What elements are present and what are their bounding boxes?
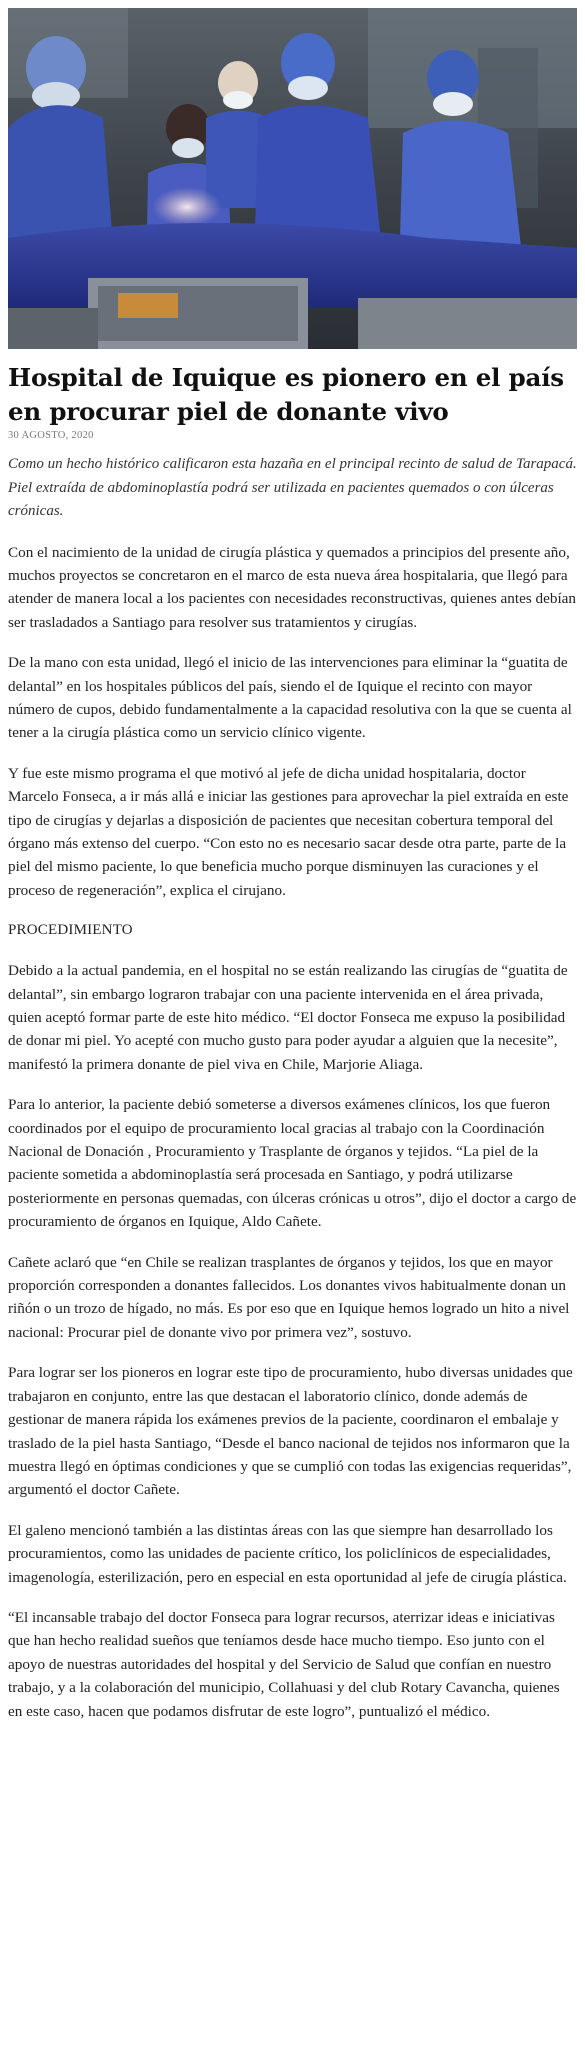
paragraph: Para lograr ser los pioneros en lograr este tipo de procuramiento, hubo diversas unidades que trabajaron en conjunto, entre las que destacan el laboratorio clínico, donde además de gestionar de manera rápida los exámenes previos de la paciente, coordinaron el embalaje y traslado de la piel hasta Santiago, “Desde el banco nacional de tejidos nos informaron que la muestra llegó en óptimas condiciones y que se cumplió con todas las exigencias requeridas”, argumentó el doctor Cañete. (8, 1364, 573, 1499)
article-lead: Como un hecho histórico calificaron esta hazaña en el principal recinto de salud de Tarapacá. Piel extraída de abdominoplastía podrá ser utilizada en pacientes quemados o con úlceras crónicas. (8, 456, 577, 519)
paragraph: De la mano con esta unidad, llegó el inicio de las intervenciones para eliminar la “guatita de delantal” en los hospitales públicos del país, siendo el de Iquique el recinto con mayor número de cupos, debido fundamentalmente a la capacidad resolutiva con la que se cuenta al tener a la cirugía plástica como un servicio clínico vigente. (8, 654, 572, 742)
paragraph: Y fue este mismo programa el que motivó al jefe de dicha unidad hospitalaria, doctor Marcelo Fonseca, a ir más allá e iniciar las gestiones para aprovechar la piel extraída en este tipo de cirugías y dejarlas a disposición de pacientes que necesitan cobertura temporal del órgano más extenso del cuerpo. “Con esto no es necesario sacar desde otra parte, parte de la piel del mismo paciente, lo que beneficia mucho porque disminuyen las curaciones y el proceso de regeneración”, explica el cirujano. (8, 764, 569, 899)
surgery-photo (8, 8, 577, 349)
paragraph: “El incansable trabajo del doctor Fonseca para lograr recursos, aterrizar ideas e iniciativas que han hecho realidad sueños que teníamos desde hace mucho tiempo. Eso junto con el apoyo de nuestras autoridades del hospital y del Servicio de Salud que confían en nuestro trabajo, y a la colaboración del municipio, Collahuasi y del club Rotary Cavancha, quienes en este caso, hacen que podamos disfrutar de este logro”, puntualizó el médico. (8, 1608, 560, 1720)
article-container (0, 8, 585, 1723)
paragraph: El galeno mencionó también a las distintas áreas con las que siempre han desarrollado los procuramientos, como las unidades de paciente crítico, los policlínicos de especialidades, imagenología, esterilización, pero en especial en esta oportunidad al jefe de cirugía plástica. (8, 1521, 567, 1586)
paragraph: Debido a la actual pandemia, en el hospital no se están realizando las cirugías de “guatita de delantal”, sin embargo lograron trabajar con una paciente intervenida en el área privada, quien aceptó formar parte de este hito médico. “El doctor Fonseca me expuso la posibilidad de donar mi piel. Yo acepté con mucho gusto para poder ayudar a alguien que la necesite”, manifestó la primera donante de piel viva en Chile, Marjorie Aliaga. (8, 962, 568, 1073)
article-hero-image (8, 8, 577, 349)
paragraph: Con el nacimiento de la unidad de cirugía plástica y quemados a principios del presente año, muchos proyectos se concretaron en el marco de esta nueva área hospitalaria, que llegó para atender de manera local a los pacientes con necesidades reconstructivas, quienes antes debían ser trasladados a Santiago para resolver sus tratamientos y cirugías. (8, 543, 577, 631)
paragraph: Para lo anterior, la paciente debió someterse a diversos exámenes clínicos, los que fueron coordinados por el equipo de procuramiento local gracias al trabajo con la Coordinación Nacional de Donación , Procuramiento y Trasplante de órganos y tejidos. “La piel de la paciente sometida a abdominoplastía será procesada en Santiago, y podrá utilizarse posteriormente en personas quemadas, con úlceras crónicas u otros”, dijo el doctor a cargo de procuramiento de órganos en Iquique, Aldo Cañete. (8, 1096, 577, 1231)
article-date: 30 AGOSTO, 2020 (8, 430, 94, 441)
article-title: Hospital de Iquique es pionero en el país en procurar piel de donante vivo (8, 363, 564, 426)
section-heading: PROCEDIMIENTO (8, 922, 133, 939)
article-body (8, 541, 577, 1723)
paragraph: Cañete aclaró que “en Chile se realizan trasplantes de órganos y tejidos, los que en mayor proporción corresponden a donantes fallecidos. Los donantes vivos habitualmente donan un riñón o un trozo de hígado, no más. Es por eso que en Iquique hemos logrado un hito a nivel nacional: Procurar piel de donante vivo por primera vez”, sostuvo. (8, 1253, 570, 1341)
